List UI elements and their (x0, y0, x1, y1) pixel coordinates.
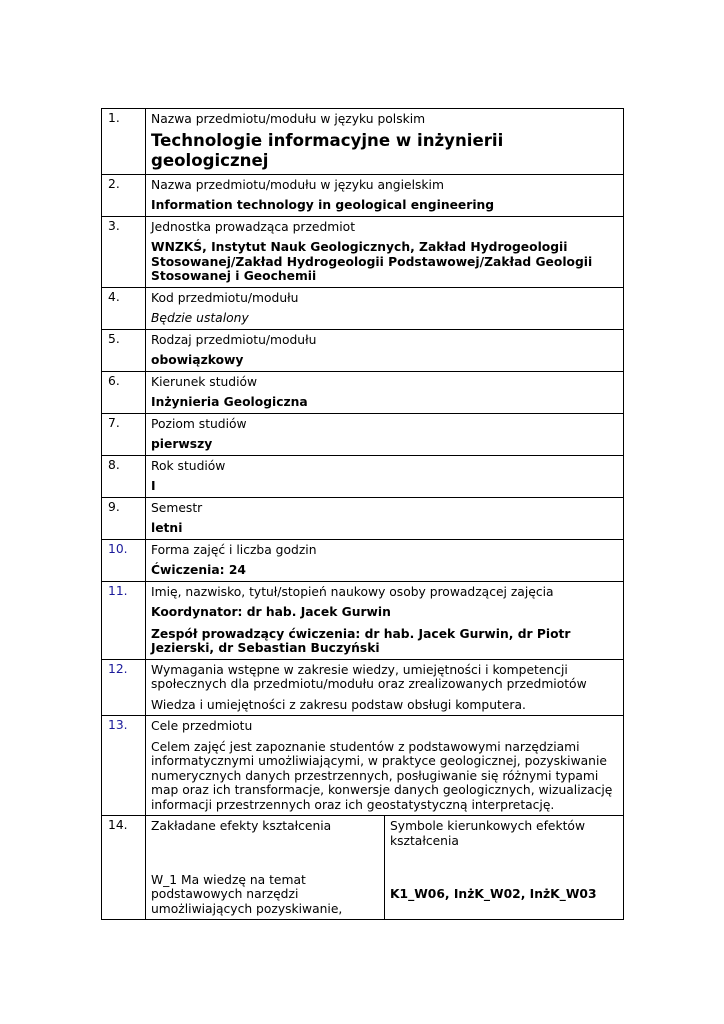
table-row (102, 497, 624, 539)
row-content (146, 659, 624, 716)
study-year-value: I (151, 479, 156, 493)
row-number: 3. (102, 216, 146, 287)
row-label: Imię, nazwisko, tytuł/stopień naukowy osoby prowadzącej zajęcia (151, 584, 554, 599)
course-type-value: obowiązkowy (151, 353, 244, 367)
row-label: Jednostka prowadząca przedmiot (151, 219, 356, 234)
row-content (146, 287, 624, 329)
learning-outcome: W_1 Ma wiedzę na temat podstawowych narzędzi umożliwiających pozyskiwanie, (151, 872, 343, 916)
table-row (102, 287, 624, 329)
symbols-header: Symbole kierunkowych efektów kształcenia (390, 819, 586, 848)
teaching-team-value: Zespół prowadzący ćwiczenia: dr hab. Jacek Gurwin, dr Piotr Jezierski, dr Sebastian Buczyński (151, 626, 571, 655)
row-number: 2. (102, 174, 146, 216)
row-content (146, 413, 624, 455)
row-content (146, 497, 624, 539)
prerequisites-value: Wiedza i umiejętności z zakresu podstaw obsługi komputera. (151, 697, 526, 712)
course-goals-value: Celem zajęć jest zapoznanie studentów z podstawowymi narzędziami informatycznymi umożliwiającymi, w praktyce geologicznej, pozyskiwanie numerycznych danych przestrzennych, posługiwanie się różnymi typami map oraz ich transformacje, konwersje danych geologicznych, wizualizację informacji przestrzennych oraz ich geostatystyczną interpretację. (151, 739, 613, 812)
row-number: 1. (102, 109, 146, 175)
table-row (102, 109, 624, 175)
row-number: 11. (102, 581, 146, 659)
row-label: Semestr (151, 500, 203, 515)
row-label: Cele przedmiotu (151, 719, 253, 733)
row-number: 12. (102, 659, 146, 716)
course-code-value: Będzie ustalony (151, 311, 249, 325)
study-level-value: pierwszy (151, 437, 213, 451)
row-content (146, 329, 624, 371)
row-label: Poziom studiów (151, 416, 247, 431)
row-content (146, 216, 624, 287)
row-content-right (385, 816, 624, 920)
row-label: Rok studiów (151, 458, 226, 473)
row-number: 8. (102, 455, 146, 497)
row-label: Forma zajęć i liczba godzin (151, 542, 317, 557)
row-content (146, 816, 385, 920)
row-label: Nazwa przedmiotu/modułu w języku polskim (151, 112, 426, 126)
table-row (102, 329, 624, 371)
row-number: 10. (102, 539, 146, 581)
row-number: 13. (102, 716, 146, 816)
course-name-en: Information technology in geological engineering (151, 198, 495, 212)
row-label: Zakładane efekty kształcenia (151, 819, 332, 833)
field-of-study-value: Inżynieria Geologiczna (151, 395, 308, 409)
table-row (102, 455, 624, 497)
table-row (102, 581, 624, 659)
course-name-pl: Technologie informacyjne w inżynierii geologicznej (151, 130, 504, 170)
row-number: 7. (102, 413, 146, 455)
table-row (102, 659, 624, 716)
table-row (102, 816, 624, 920)
row-label: Rodzaj przedmiotu/modułu (151, 332, 317, 347)
row-content (146, 581, 624, 659)
row-number: 9. (102, 497, 146, 539)
semester-value: letni (151, 521, 183, 535)
row-number: 6. (102, 371, 146, 413)
table-row (102, 539, 624, 581)
row-label: Kierunek studiów (151, 374, 258, 389)
table-row (102, 371, 624, 413)
row-label: Kod przedmiotu/modułu (151, 290, 299, 305)
row-content (146, 539, 624, 581)
row-label: Nazwa przedmiotu/modułu w języku angielskim (151, 177, 444, 192)
table-row (102, 174, 624, 216)
row-content (146, 716, 624, 816)
row-content (146, 109, 624, 175)
coordinator-value: Koordynator: dr hab. Jacek Gurwin (151, 605, 391, 619)
row-content (146, 455, 624, 497)
row-label: Wymagania wstępne w zakresie wiedzy, umiejętności i kompetencji społecznych dla przedmiotu/modułu oraz zrealizowanych przedmiotów (151, 662, 587, 691)
row-number: 14. (102, 816, 146, 920)
row-number: 4. (102, 287, 146, 329)
unit-value: WNZKŚ, Instytut Nauk Geologicznych, Zakład Hydrogeologii Stosowanej/Zakład Hydrogeologii Podstawowej/Zakład Geologii Stosowanej i Geochemii (151, 240, 593, 283)
row-number: 5. (102, 329, 146, 371)
table-row (102, 413, 624, 455)
row-content (146, 174, 624, 216)
outcome-symbols: K1_W06, InżK_W02, InżK_W03 (390, 887, 597, 901)
course-card-table (101, 108, 624, 920)
row-content (146, 371, 624, 413)
table-row (102, 716, 624, 816)
table-row (102, 216, 624, 287)
class-form-value: Ćwiczenia: 24 (151, 563, 246, 577)
